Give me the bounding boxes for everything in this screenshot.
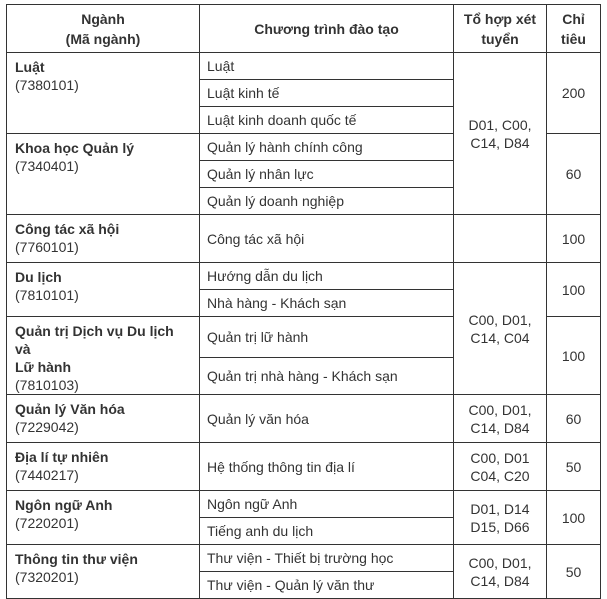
admissions-table — [6, 4, 601, 599]
quota-cell: 100 — [547, 491, 601, 545]
quota-cell: 60 — [547, 134, 601, 215]
program-cell: Tiếng anh du lịch — [200, 518, 454, 545]
table-row — [7, 395, 601, 443]
header-quota: Chỉ tiêu — [547, 5, 601, 53]
program-cell: Ngôn ngữ Anh — [200, 491, 454, 518]
major-cell: Luật (7380101) — [7, 53, 200, 134]
major-cell: Công tác xã hội (7760101) — [7, 215, 200, 263]
header-program: Chương trình đào tạo — [200, 5, 454, 53]
major-cell: Du lịch (7810101) — [7, 263, 200, 317]
table-row — [7, 263, 601, 290]
quota-cell: 100 — [547, 215, 601, 263]
major-cell: Thông tin thư viện (7320201) — [7, 545, 200, 599]
table-row — [7, 53, 601, 80]
program-cell: Luật kinh tế — [200, 80, 454, 107]
header-combination: Tổ hợp xét tuyển — [454, 5, 547, 53]
combination-cell: C00, D01, C14, D84 — [454, 545, 547, 599]
combination-cell: D01, D14 D15, D66 — [454, 491, 547, 545]
combination-cell: C00, D01, C14, C04 — [454, 263, 547, 395]
program-cell: Quản trị lữ hành — [200, 317, 454, 358]
program-cell: Quản lý hành chính công — [200, 134, 454, 161]
header-major: Ngành (Mã ngành) — [7, 5, 200, 53]
header-row — [7, 5, 601, 53]
program-cell: Luật — [200, 53, 454, 80]
major-cell: Khoa học Quản lý (7340401) — [7, 134, 200, 215]
quota-cell: 60 — [547, 395, 601, 443]
combination-cell: D01, C00, C14, D84 — [454, 53, 547, 215]
program-cell: Quản lý văn hóa — [200, 395, 454, 443]
program-cell: Thư viện - Quản lý văn thư — [200, 572, 454, 599]
quota-cell: 200 — [547, 53, 601, 134]
combination-cell: C00, D01 C04, C20 — [454, 443, 547, 491]
program-cell: Hướng dẫn du lịch — [200, 263, 454, 290]
quota-cell: 100 — [547, 263, 601, 317]
quota-cell: 50 — [547, 443, 601, 491]
combination-cell: C00, D01, C14, D84 — [454, 395, 547, 443]
program-cell: Hệ thống thông tin địa lí — [200, 443, 454, 491]
program-cell: Công tác xã hội — [200, 215, 454, 263]
table-row — [7, 491, 601, 518]
table-row — [7, 215, 601, 263]
major-cell: Quản trị Dịch vụ Du lịch và Lữ hành (7810103) — [7, 317, 200, 395]
table-row — [7, 443, 601, 491]
program-cell: Luật kinh doanh quốc tế — [200, 107, 454, 134]
quota-cell: 100 — [547, 317, 601, 395]
program-cell: Quản lý nhân lực — [200, 161, 454, 188]
major-cell: Địa lí tự nhiên (7440217) — [7, 443, 200, 491]
program-cell: Thư viện - Thiết bị trường học — [200, 545, 454, 572]
program-cell: Quản lý doanh nghiệp — [200, 188, 454, 215]
program-cell: Quản trị nhà hàng - Khách sạn — [200, 357, 454, 394]
major-cell: Ngôn ngữ Anh (7220201) — [7, 491, 200, 545]
combination-cell — [454, 215, 547, 263]
major-cell: Quản lý Văn hóa (7229042) — [7, 395, 200, 443]
table-row — [7, 545, 601, 572]
quota-cell: 50 — [547, 545, 601, 599]
program-cell: Nhà hàng - Khách sạn — [200, 290, 454, 317]
